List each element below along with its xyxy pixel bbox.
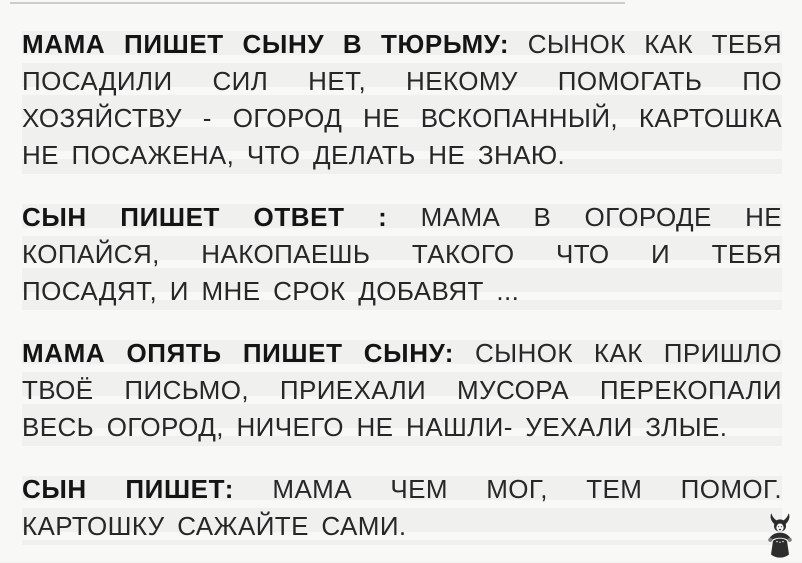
paragraph-body: СЫНОК КАК ПРИШЛО ТВОЁ ПИСЬМО, ПРИЕХАЛИ МУСОРА ПЕРЕКОПАЛИ ВЕСЬ ОГОРОД, НИЧЕГО НЕ НАШЛИ- УЕХАЛИ ЗЛЫЕ. <box>22 338 783 442</box>
maleficent-watermark-icon <box>765 512 795 558</box>
paragraph-mama-writes-again <box>22 335 782 446</box>
paragraph-body: МАМА ЧЕМ МОГ, ТЕМ ПОМОГ. КАРТОШКУ САЖАЙТЕ САМИ. <box>22 474 782 541</box>
paragraph-mama-writes-to-son <box>22 26 782 174</box>
paragraph-body: СЫНОК КАК ТЕБЯ ПОСАДИЛИ СИЛ НЕТ, НЕКОМУ ПОМОГАТЬ ПО ХОЗЯЙСТВУ - ОГОРОД НЕ ВСКОПАННЫЙ, КАРТОШКА НЕ ПОСАЖЕНА, ЧТО ДЕЛАТЬ НЕ ЗНАЮ. <box>22 29 783 170</box>
paragraph-body: МАМА В ОГОРОДЕ НЕ КОПАЙСЯ, НАКОПАЕШЬ ТАКОГО ЧТО И ТЕБЯ ПОСАДЯТ, И МНЕ СРОК ДОБАВЯТ ... <box>22 202 782 306</box>
top-crop-line <box>10 2 625 4</box>
speaker-label-son-1: СЫН ПИШЕТ ОТВЕТ : <box>22 202 388 232</box>
paragraph-son-replies <box>22 199 782 310</box>
speaker-label-mama-2: МАМА ОПЯТЬ ПИШЕТ СЫНУ: <box>22 338 454 368</box>
speaker-label-son-2: СЫН ПИШЕТ: <box>22 474 235 504</box>
paragraph-son-final <box>22 471 782 545</box>
speaker-label-mama-1: МАМА ПИШЕТ СЫНУ В ТЮРЬМУ: <box>22 29 510 59</box>
